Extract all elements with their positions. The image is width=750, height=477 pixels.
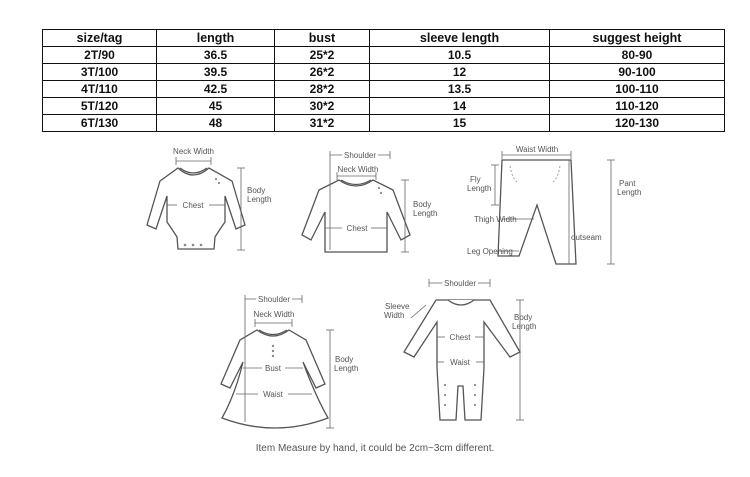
pants-fly-length-label-1: Fly (470, 175, 481, 184)
shirt-chest-label: Chest (346, 224, 368, 233)
cell-bust: 28*2 (275, 81, 370, 98)
cell-length: 45 (157, 98, 275, 115)
cell-length: 42.5 (157, 81, 275, 98)
cell-length: 39.5 (157, 64, 275, 81)
shirt-body-length-label-1: Body (413, 200, 432, 209)
pants-leg-opening-label: Leg Opening (467, 247, 513, 256)
cell-sleeve-length: 13.5 (370, 81, 550, 98)
cell-length: 36.5 (157, 47, 275, 64)
cell-bust: 25*2 (275, 47, 370, 64)
romper-body-length-label-1: Body (514, 313, 533, 322)
header-length: length (157, 30, 275, 47)
dress-neck-width-label: Neck Width (253, 310, 295, 319)
cell-suggest-height: 110-120 (550, 98, 725, 115)
dress-body-length-label-2: Length (334, 364, 359, 373)
romper-body-length-label-2: Length (512, 322, 537, 331)
romper-chest-label: Chest (449, 333, 471, 342)
romper-diagram (384, 279, 536, 420)
romper-shoulder-label: Shoulder (443, 279, 477, 288)
dress-shoulder-label: Shoulder (257, 295, 291, 304)
pants-pant-length-label-1: Pant (619, 179, 636, 188)
pants-waist-width-label: Waist Width (515, 145, 559, 154)
cell-suggest-height: 100-110 (550, 81, 725, 98)
cell-sleeve-length: 12 (370, 64, 550, 81)
pants-pant-length-label-2: Length (617, 188, 642, 197)
shirt-shoulder-label: Shoulder (343, 151, 377, 160)
cell-sleeve-length: 15 (370, 115, 550, 132)
romper-sleeve-width-label-2: Width (384, 311, 405, 320)
shirt-neck-width-label: Neck Width (337, 165, 379, 174)
bodysuit-chest-label: Chest (182, 201, 204, 210)
cell-sleeve-length: 14 (370, 98, 550, 115)
cell-bust: 26*2 (275, 64, 370, 81)
dress-body-length-label-1: Body (335, 355, 354, 364)
cell-sleeve-length: 10.5 (370, 47, 550, 64)
shirt-diagram (302, 151, 437, 252)
pants-fly-length-label-2: Length (467, 184, 492, 193)
romper-waist-label: Waist (450, 358, 470, 367)
cell-length: 48 (157, 115, 275, 132)
romper-sleeve-width-label-1: Sleeve (385, 302, 410, 311)
cell-size-tag: 4T/110 (43, 81, 157, 98)
cell-bust: 31*2 (275, 115, 370, 132)
cell-suggest-height: 80-90 (550, 47, 725, 64)
header-bust: bust (275, 30, 370, 47)
cell-suggest-height: 120-130 (550, 115, 725, 132)
pants-thigh-width-label: Thigh Width (474, 215, 517, 224)
cell-size-tag: 2T/90 (43, 47, 157, 64)
shirt-body-length-label-2: Length (413, 209, 438, 218)
dress-diagram (221, 295, 358, 428)
dress-waist-label: Waist (263, 390, 283, 399)
bodysuit-body-length-label-2: Length (247, 195, 272, 204)
pants-diagram (467, 145, 641, 264)
cell-size-tag: 3T/100 (43, 64, 157, 81)
dress-bust-label: Bust (264, 364, 282, 373)
pants-outseam-label: outseam (571, 233, 602, 242)
cell-size-tag: 6T/130 (43, 115, 157, 132)
header-sleeve-length: sleeve length (370, 30, 550, 47)
bodysuit-diagram (147, 147, 271, 250)
measurement-note: Item Measure by hand, it could be 2cm~3cm different. (255, 443, 495, 454)
cell-suggest-height: 90-100 (550, 64, 725, 81)
bodysuit-body-length-label-1: Body (247, 186, 266, 195)
cell-bust: 30*2 (275, 98, 370, 115)
bodysuit-neck-width-label: Neck Width (173, 147, 214, 156)
header-suggest-height: suggest height (550, 30, 725, 47)
cell-size-tag: 5T/120 (43, 98, 157, 115)
header-size-tag: size/tag (43, 30, 157, 47)
